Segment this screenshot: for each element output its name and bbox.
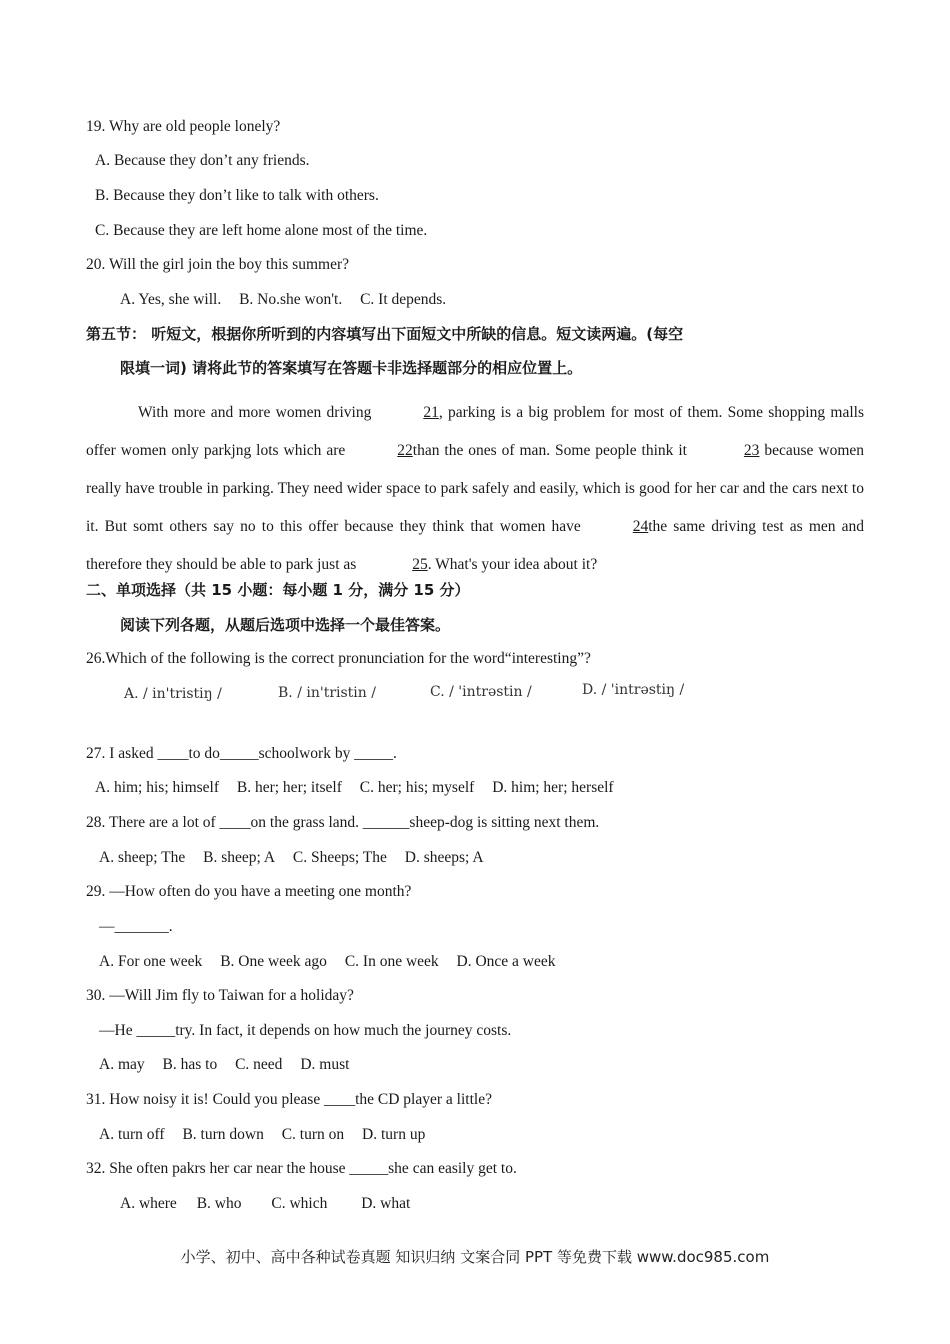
q29-option-c: C. In one week [344,953,439,970]
passage-text: than the ones of man. Some people think it [412,442,692,459]
q30-option-c: C. need [235,1056,283,1073]
blank-22: 22 [397,442,413,459]
q26-option-c: C. / 'intrəstin / [430,684,532,700]
section5-heading-line2: 限填一词) 请将此节的答案填写在答题卡非选择题部分的相应位置上。 [120,359,583,377]
question-27: 27. I asked ____to do_____schoolwork by _____. [86,745,397,762]
passage-text: . What's your idea about it? [427,556,598,573]
q27-option-c: C. her; his; myself [359,779,475,796]
passage-text: With more and more women driving [138,404,372,421]
q19-option-c: C. Because they are left home alone most of the time. [95,222,428,239]
q29-option-a: A. For one week [99,953,203,970]
listening-passage [86,394,864,584]
passage-text: because women really have trouble in parking. They need wider space to park safely and easily, which is good for her car and the cars next to it. But somt others say no to this offer because they think that women have [86,442,864,535]
question-20: 20. Will the girl join the boy this summer? [86,256,349,273]
q20-option-b: B. No.she won't. [239,291,343,308]
passage-text: the same driving test as men and therefore they should be able to park just as [86,518,864,573]
blank-25: 25 [412,556,428,573]
q28-option-b: B. sheep; A [203,849,276,866]
q31-option-d: D. turn up [362,1126,426,1143]
q20-options [120,290,460,310]
page-footer: 小学、初中、高中各种试卷真题 知识归纳 文案合同 PPT 等免费下载 www.doc985.com [180,1248,770,1266]
question-28: 28. There are a lot of ____on the grass land. ______sheep-dog is sitting next them. [86,814,600,831]
question-31: 31. How noisy it is! Could you please ____the CD player a little? [86,1091,492,1108]
q32-option-c: C. which [271,1195,328,1212]
passage-text: , parking is a big problem for most of them. Some shopping malls offer women only parkjng lots which are [86,404,864,459]
part2-instruction: 阅读下列各题，从题后选项中选择一个最佳答案。 [120,616,451,634]
q32-option-d: D. what [361,1195,411,1212]
question-32: 32. She often pakrs her car near the house _____she can easily get to. [86,1160,517,1177]
part2-heading: 二、单项选择（共 15 小题：每小题 1 分，满分 15 分） [86,581,470,599]
q31-option-b: B. turn down [182,1126,264,1143]
q30-answer-line: —He _____try. In fact, it depends on how much the journey costs. [99,1022,512,1039]
q29-answer-line: —_______. [99,918,173,935]
q26-option-d: D. / 'intrəstiŋ / [582,682,685,698]
q27-option-d: D. him; her; herself [492,779,614,796]
q29-option-b: B. One week ago [220,953,327,970]
q28-option-a: A. sheep; The [99,849,186,866]
q20-option-c: C. It depends. [360,291,447,308]
q30-option-d: D. must [300,1056,350,1073]
q27-option-a: A. him; his; himself [95,779,219,796]
q31-option-a: A. turn off [99,1126,165,1143]
q28-options [99,848,498,868]
question-30: 30. —Will Jim fly to Taiwan for a holiday? [86,987,354,1004]
question-26: 26.Which of the following is the correct pronunciation for the word“interesting”? [86,650,591,667]
section5-heading-line1: 第五节： 听短文，根据你所听到的内容填写出下面短文中所缺的信息。短文读两遍。(每空 [86,325,684,343]
q27-options [95,778,628,798]
blank-23: 23 [743,442,760,459]
q32-option-a: A. where [120,1195,177,1212]
q28-option-c: C. Sheeps; The [292,849,387,866]
q19-option-a: A. Because they don’t any friends. [95,152,310,169]
q29-options [99,952,570,972]
blank-21: 21 [423,404,439,421]
q30-options [99,1055,363,1075]
blank-24: 24 [632,518,649,535]
q32-options [120,1194,424,1214]
q20-option-a: A. Yes, she will. [120,291,222,308]
q29-option-d: D. Once a week [456,953,556,970]
q27-option-b: B. her; her; itself [236,779,342,796]
q19-option-b: B. Because they don’t like to talk with others. [95,187,379,204]
q26-option-a: A. / in'tristiŋ / [124,686,222,702]
q31-option-c: C. turn on [281,1126,345,1143]
q31-options [99,1125,439,1145]
q30-option-b: B. has to [162,1056,218,1073]
question-29: 29. —How often do you have a meeting one month? [86,883,412,900]
question-19: 19. Why are old people lonely? [86,118,281,135]
q28-option-d: D. sheeps; A [404,849,484,866]
q26-option-b: B. / in'tristin / [278,685,376,701]
q32-option-b: B. who [196,1195,242,1212]
q30-option-a: A. may [99,1056,145,1073]
